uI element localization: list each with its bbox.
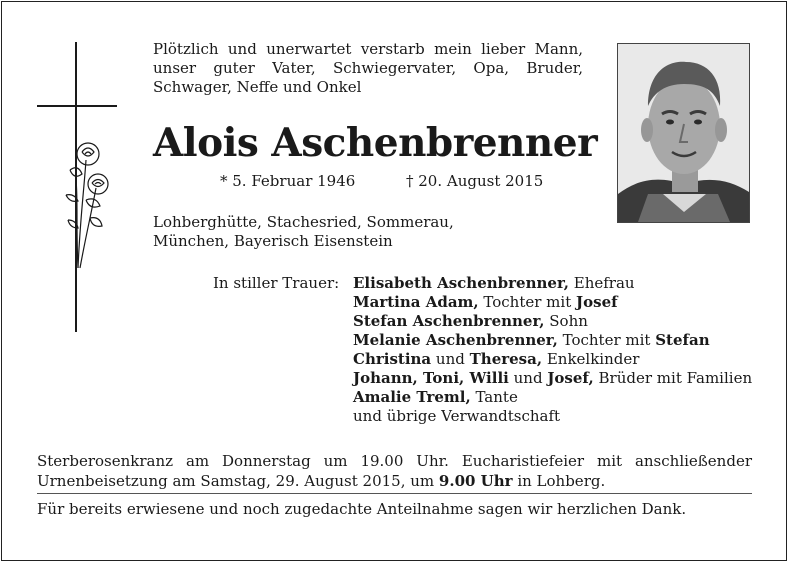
portrait-image [618, 44, 749, 222]
divider [37, 493, 752, 494]
life-dates [220, 172, 544, 190]
mourner-text: und [431, 350, 470, 368]
mourner-text: Tochter mit [557, 331, 656, 349]
mourner-text: Amalie Treml, [353, 388, 471, 406]
mourner-text: Johann, Toni, Willi [353, 369, 509, 387]
mourner-text: Stefan Aschenbrenner, [353, 312, 545, 330]
mourner-text: Stefan [655, 331, 710, 349]
mourner-text: Melanie Aschenbrenner, [353, 331, 558, 349]
places-line-2: München, Bayerisch Eisenstein [153, 232, 393, 250]
thanks-text: Für bereits erwiesene und noch zugedachte Anteilnahme sagen wir herzlichen Dank. [37, 500, 687, 518]
intro-text [153, 40, 583, 97]
places-line-1: Lohberghütte, Stachesried, Sommerau, [153, 213, 454, 231]
service-line-2-c: in Lohberg. [512, 472, 606, 490]
mourner-text: Ehefrau [568, 274, 635, 292]
mourner-text: Enkelkinder [542, 350, 640, 368]
mourner-text: Josef, [547, 369, 594, 387]
mourner-text: Tochter mit [478, 293, 577, 311]
mourner-text: Sohn [544, 312, 588, 330]
mourner-text: Christina [353, 350, 432, 368]
mourner-text: Brüder mit Familien [593, 369, 753, 387]
portrait-photo [617, 43, 750, 223]
mourner-text: und [508, 369, 548, 387]
service-line-2 [37, 471, 752, 491]
service-time: 9.00 Uhr [438, 472, 513, 490]
mourner-row [353, 369, 752, 388]
mourning-label: In stiller Trauer: [213, 274, 340, 292]
mourner-text: Elisabeth Aschenbrenner, [353, 274, 569, 292]
mourner-row [353, 350, 752, 369]
mourner-row [353, 274, 752, 293]
deceased-name: Alois Aschenbrenner [153, 120, 598, 166]
mourner-text: Josef [576, 293, 618, 311]
mourner-text: Tante [470, 388, 518, 406]
roses-icon [56, 140, 116, 270]
cross-horizontal-bar [37, 105, 117, 107]
intro-line-1: Plötzlich und unerwartet verstarb mein lieber Mann, [153, 40, 583, 58]
mourner-row [353, 407, 752, 426]
mourner-text: Theresa, [469, 350, 543, 368]
service-line-2-a: Urnenbeisetzung am Samstag, 29. August 2015, um [37, 472, 439, 490]
intro-line-2: unser guter Vater, Schwiegervater, Opa, Bruder, [153, 59, 583, 77]
service-line-1: Sterberosenkranz am Donnerstag um 19.00 Uhr. Eucharistiefeier mit anschließender [37, 452, 752, 470]
mourner-row [353, 388, 752, 407]
intro-line-3: Schwager, Neffe und Onkel [153, 78, 362, 96]
death-date: † 20. August 2015 [406, 172, 544, 190]
mourner-row [353, 331, 752, 350]
mourners-list [353, 274, 752, 426]
mourner-text: und übrige Verwandtschaft [353, 407, 561, 425]
birth-date: * 5. Februar 1946 [220, 172, 356, 190]
mourner-row [353, 293, 752, 312]
places-text [153, 213, 454, 251]
mourner-text: Martina Adam, [353, 293, 479, 311]
mourner-row [353, 312, 752, 331]
service-text [37, 451, 752, 491]
